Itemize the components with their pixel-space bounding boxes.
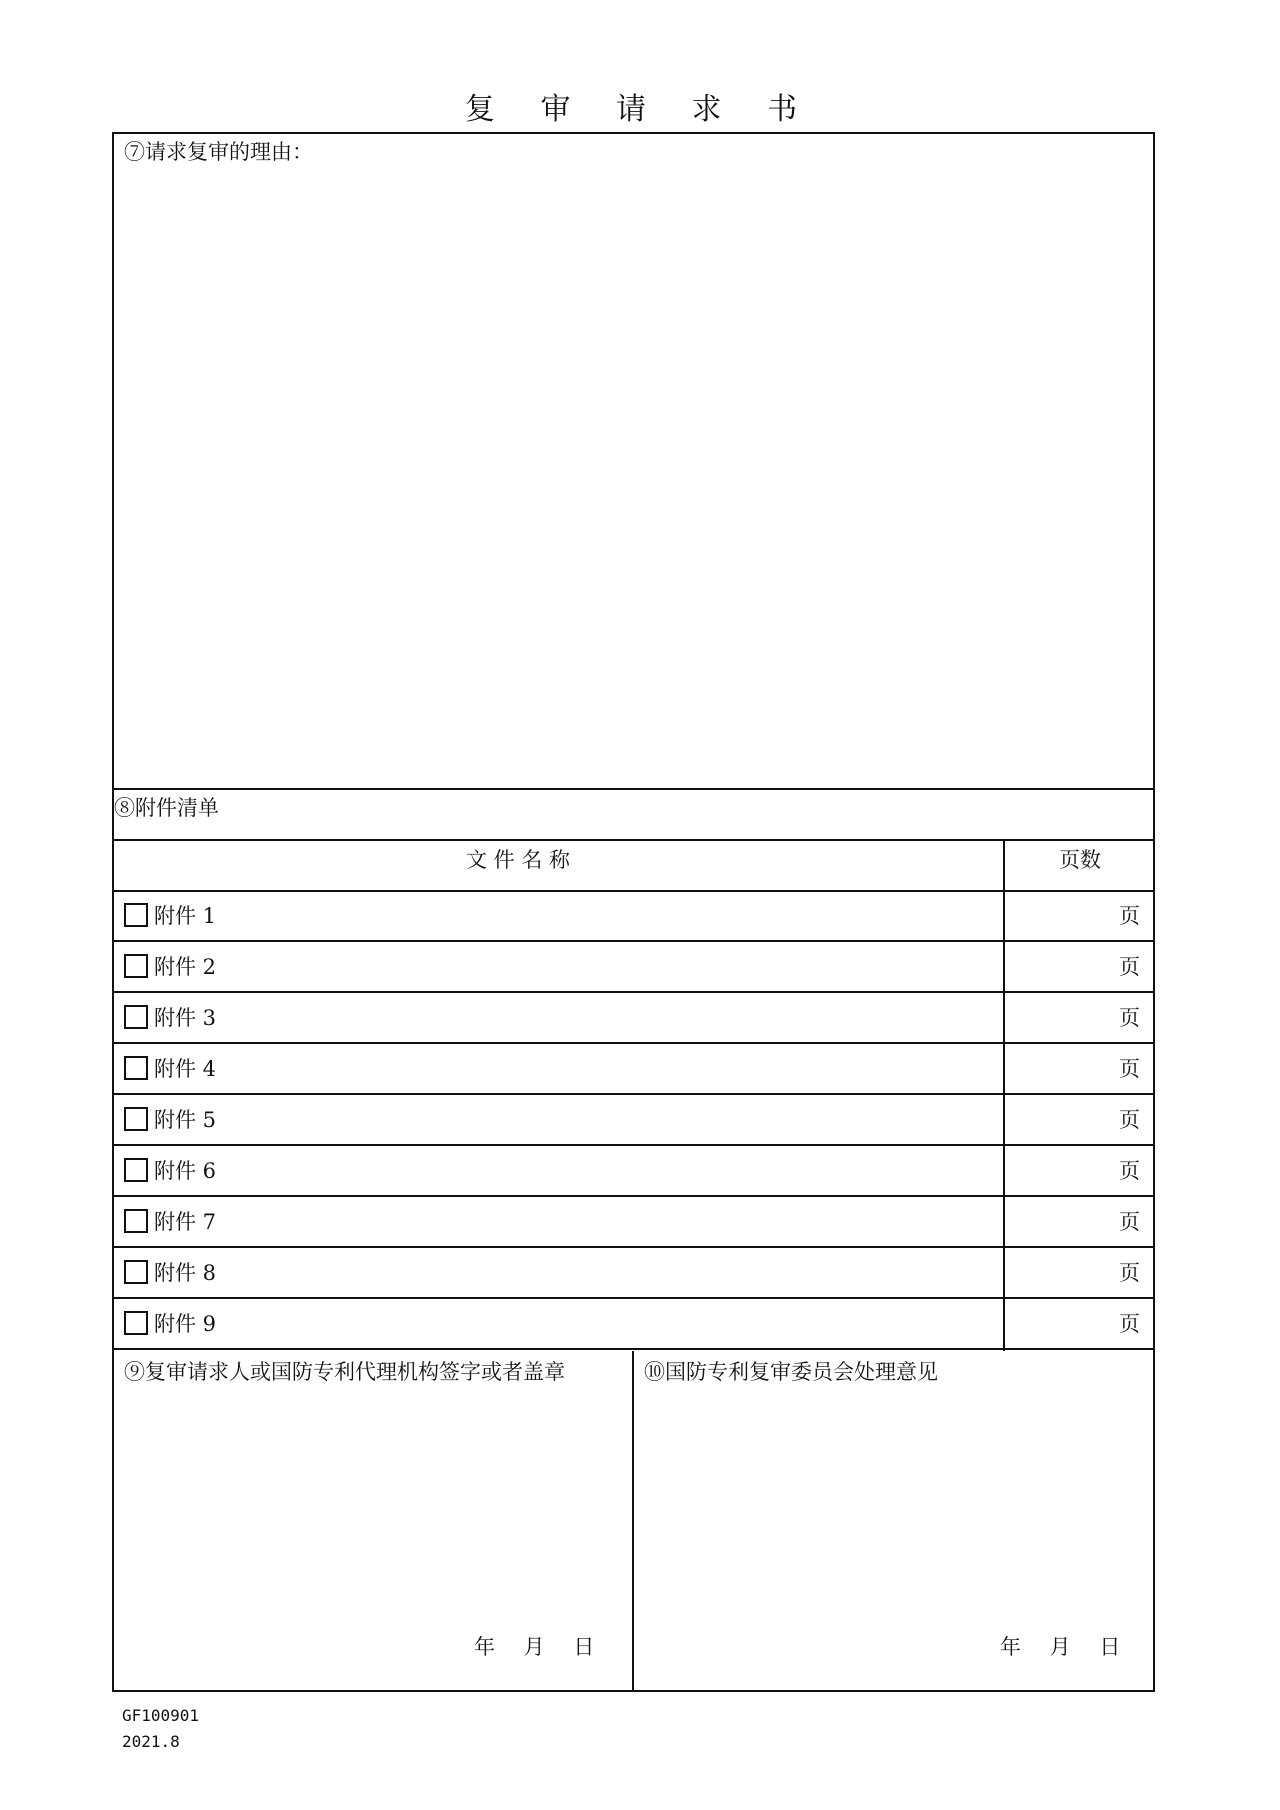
attachment-checkbox[interactable] [124,1260,148,1284]
attachment-row [114,992,1153,1043]
attachment-label: 附件 6 [154,1159,217,1183]
attachment-checkbox[interactable] [124,903,148,927]
date-label-left: 年 月 日 [474,1635,595,1659]
form-frame [112,132,1155,1692]
attachment-row [114,1094,1153,1145]
attachment-checkbox[interactable] [124,1209,148,1233]
divider-section-8 [114,788,1153,790]
attachment-label: 附件 5 [154,1108,217,1132]
section-7-label: ⑦请求复审的理由： [124,140,313,164]
reason-textarea[interactable] [114,134,1153,788]
attachment-name-field[interactable] [234,892,994,939]
form-version: 2021.8 [122,1732,180,1751]
attachment-pages-unit: 页 [1119,955,1140,979]
form-title: 复 审 请 求 书 [464,92,816,127]
divider-col-header [114,839,1153,841]
attachment-name-field[interactable] [234,1300,994,1347]
attachment-pages-unit: 页 [1119,1159,1140,1183]
attachment-row [114,1145,1153,1196]
attachment-row [114,1298,1153,1349]
attachment-pages-unit: 页 [1119,1108,1140,1132]
attachment-row [114,1247,1153,1298]
attachment-pages-unit: 页 [1119,1210,1140,1234]
date-label-right: 年 月 日 [1000,1635,1121,1659]
section-8-label: ⑧附件清单 [114,796,219,820]
section-9-label: ⑨复审请求人或国防专利代理机构签字或者盖章 [124,1360,565,1384]
attachment-name-field[interactable] [234,994,994,1041]
attachment-pages-unit: 页 [1119,1006,1140,1030]
attachment-label: 附件 4 [154,1057,217,1081]
attachment-pages-unit: 页 [1119,1312,1140,1336]
attachment-label: 附件 7 [154,1210,217,1234]
column-header-filename: 文 件 名 称 [466,848,571,872]
attachment-row [114,941,1153,992]
attachment-checkbox[interactable] [124,1056,148,1080]
attachment-name-field[interactable] [234,1096,994,1143]
attachment-label: 附件 9 [154,1312,217,1336]
attachment-row [114,1196,1153,1247]
attachment-row [114,890,1153,941]
attachment-label: 附件 8 [154,1261,217,1285]
row-divider [114,1348,1153,1350]
attachment-pages-unit: 页 [1119,904,1140,928]
attachment-checkbox[interactable] [124,1005,148,1029]
attachment-name-field[interactable] [234,1045,994,1092]
attachment-name-field[interactable] [234,1147,994,1194]
attachment-label: 附件 2 [154,955,217,979]
attachment-label: 附件 3 [154,1006,217,1030]
attachment-row [114,1043,1153,1094]
form-code: GF100901 [122,1706,200,1725]
attachment-checkbox[interactable] [124,954,148,978]
attachment-pages-unit: 页 [1119,1261,1140,1285]
attachment-pages-unit: 页 [1119,1057,1140,1081]
attachment-checkbox[interactable] [124,1158,148,1182]
attachment-name-field[interactable] [234,1249,994,1296]
attachment-label: 附件 1 [154,904,217,928]
attachment-checkbox[interactable] [124,1107,148,1131]
attachment-name-field[interactable] [234,1198,994,1245]
column-header-pages: 页数 [1059,848,1101,872]
attachment-checkbox[interactable] [124,1311,148,1335]
attachment-name-field[interactable] [234,943,994,990]
section-10-label: ⑩国防专利复审委员会处理意见 [644,1360,938,1384]
